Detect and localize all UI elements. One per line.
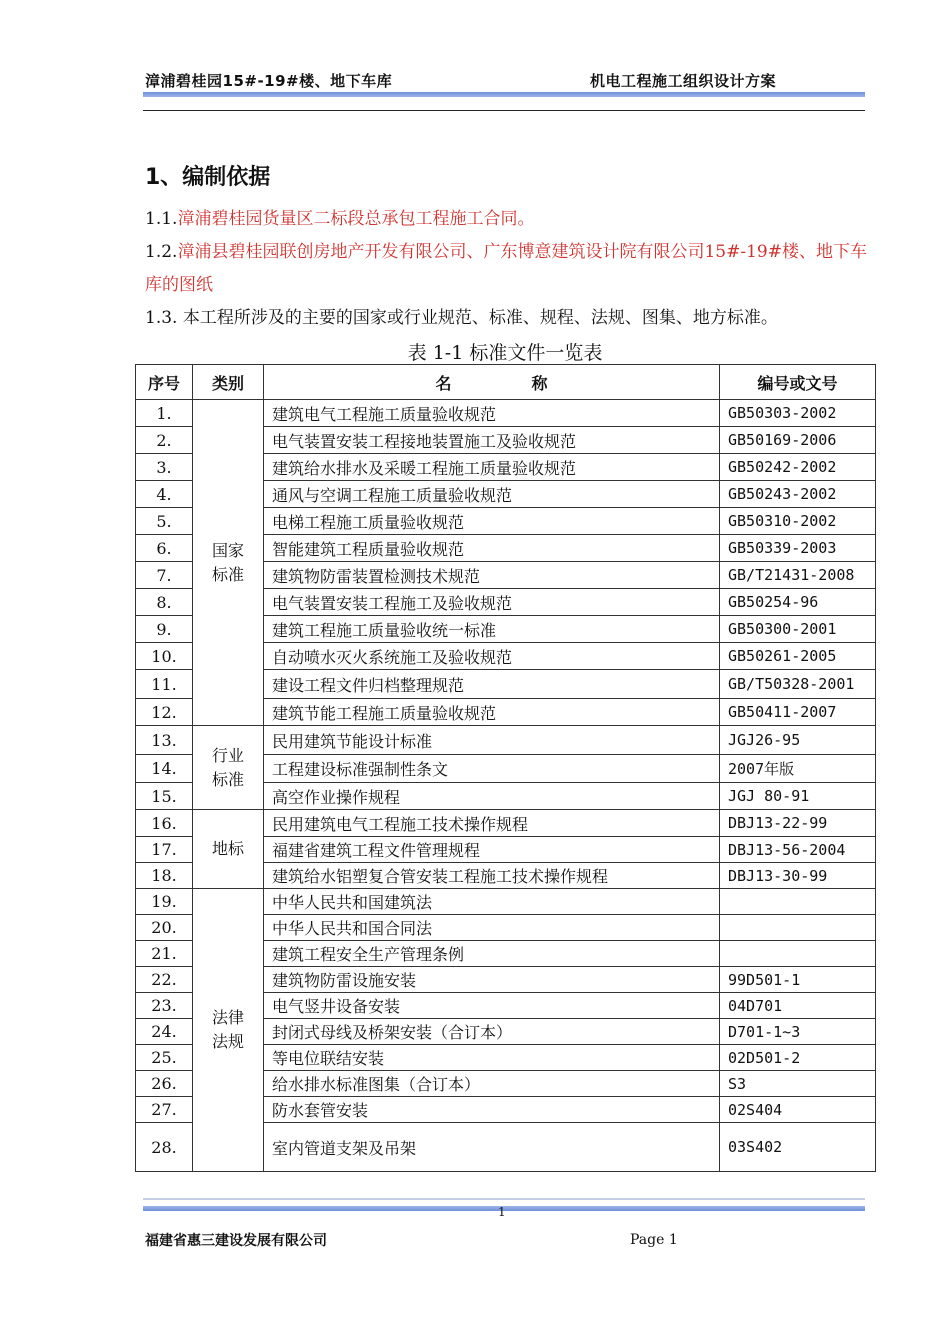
row-index: 8. bbox=[136, 589, 193, 616]
row-name: 建筑物防雷设施安装 bbox=[264, 967, 720, 993]
row-code bbox=[720, 889, 876, 915]
row-index: 12. bbox=[136, 699, 193, 726]
row-name: 高空作业操作规程 bbox=[264, 783, 720, 810]
row-name: 自动喷水灭火系统施工及验收规范 bbox=[264, 643, 720, 670]
paragraph-number: 1.1. bbox=[145, 209, 178, 229]
row-index: 21. bbox=[136, 941, 193, 967]
row-index: 4. bbox=[136, 481, 193, 508]
table-row bbox=[136, 726, 876, 755]
header-name: 名 称 bbox=[264, 365, 720, 400]
category-law: 法律 法规 bbox=[193, 889, 264, 1172]
paragraph-text: 漳浦碧桂园货量区二标段总承包工程施工合同。 bbox=[177, 209, 535, 229]
row-code: GB/T21431-2008 bbox=[720, 562, 876, 589]
row-code: GB/T50328-2001 bbox=[720, 670, 876, 699]
row-code: DBJ13-56-2004 bbox=[720, 837, 876, 863]
row-name: 民用建筑电气工程施工技术操作规程 bbox=[264, 810, 720, 837]
page-number: 1 bbox=[498, 1205, 506, 1219]
row-name: 中华人民共和国合同法 bbox=[264, 915, 720, 941]
row-index: 20. bbox=[136, 915, 193, 941]
row-index: 22. bbox=[136, 967, 193, 993]
row-code: S3 bbox=[720, 1071, 876, 1097]
header-project-title: 漳浦碧桂园15#-19#楼、地下车库 bbox=[145, 72, 393, 90]
table-row bbox=[136, 889, 876, 915]
table-row bbox=[136, 810, 876, 837]
table-caption: 表 1-1 标准文件一览表 bbox=[407, 342, 603, 364]
row-code: 2007年版 bbox=[720, 755, 876, 783]
row-index: 7. bbox=[136, 562, 193, 589]
row-code: GB50411-2007 bbox=[720, 699, 876, 726]
row-code: 02D501-2 bbox=[720, 1045, 876, 1071]
row-name: 建筑节能工程施工质量验收规范 bbox=[264, 699, 720, 726]
row-code: GB50310-2002 bbox=[720, 508, 876, 535]
row-index: 17. bbox=[136, 837, 193, 863]
row-name: 电气竖井设备安装 bbox=[264, 993, 720, 1019]
row-code: DBJ13-22-99 bbox=[720, 810, 876, 837]
category-industry: 行业 标准 bbox=[193, 726, 264, 810]
category-local: 地标 bbox=[193, 810, 264, 889]
row-code: GB50300-2001 bbox=[720, 616, 876, 643]
row-name: 室内管道支架及吊架 bbox=[264, 1123, 720, 1172]
row-name: 建筑电气工程施工质量验收规范 bbox=[264, 400, 720, 427]
row-code: GB50303-2002 bbox=[720, 400, 876, 427]
header-code: 编号或文号 bbox=[720, 365, 876, 400]
row-code: DBJ13-30-99 bbox=[720, 863, 876, 889]
row-code: GB50242-2002 bbox=[720, 454, 876, 481]
row-code: JGJ 80-91 bbox=[720, 783, 876, 810]
row-code bbox=[720, 915, 876, 941]
row-code bbox=[720, 941, 876, 967]
row-name: 智能建筑工程质量验收规范 bbox=[264, 535, 720, 562]
row-index: 3. bbox=[136, 454, 193, 481]
table-row bbox=[136, 400, 876, 427]
standards-table bbox=[135, 364, 876, 1172]
row-code: 04D701 bbox=[720, 993, 876, 1019]
row-name: 封闭式母线及桥架安装（合订本） bbox=[264, 1019, 720, 1045]
paragraph-text: 漳浦县碧桂园联创房地产开发有限公司、广东博意建筑设计院有限公司15#-19#楼、地下车库的图纸 bbox=[145, 242, 867, 295]
paragraph-1-2 bbox=[145, 236, 875, 302]
category-national: 国家 标准 bbox=[193, 400, 264, 726]
row-index: 28. bbox=[136, 1123, 193, 1172]
row-index: 1. bbox=[136, 400, 193, 427]
row-name: 建筑工程施工质量验收统一标准 bbox=[264, 616, 720, 643]
row-name: 建筑给水排水及采暖工程施工质量验收规范 bbox=[264, 454, 720, 481]
row-name: 民用建筑节能设计标准 bbox=[264, 726, 720, 755]
row-index: 11. bbox=[136, 670, 193, 699]
row-name: 给水排水标准图集（合订本） bbox=[264, 1071, 720, 1097]
row-index: 24. bbox=[136, 1019, 193, 1045]
row-code: 02S404 bbox=[720, 1097, 876, 1123]
row-index: 5. bbox=[136, 508, 193, 535]
row-name: 电梯工程施工质量验收规范 bbox=[264, 508, 720, 535]
footer-divider-light bbox=[143, 1198, 865, 1200]
row-code: JGJ26-95 bbox=[720, 726, 876, 755]
row-name: 工程建设标准强制性条文 bbox=[264, 755, 720, 783]
row-name: 福建省建筑工程文件管理规程 bbox=[264, 837, 720, 863]
row-name: 建筑给水铝塑复合管安装工程施工技术操作规程 bbox=[264, 863, 720, 889]
row-name: 防水套管安装 bbox=[264, 1097, 720, 1123]
header-document-title: 机电工程施工组织设计方案 bbox=[590, 72, 777, 90]
paragraph-number: 1.2. bbox=[145, 242, 178, 262]
row-index: 18. bbox=[136, 863, 193, 889]
row-code: 03S402 bbox=[720, 1123, 876, 1172]
footer-page-label: Page 1 bbox=[630, 1232, 678, 1248]
row-index: 25. bbox=[136, 1045, 193, 1071]
row-index: 10. bbox=[136, 643, 193, 670]
row-index: 15. bbox=[136, 783, 193, 810]
row-index: 26. bbox=[136, 1071, 193, 1097]
row-name: 电气装置安装工程接地装置施工及验收规范 bbox=[264, 427, 720, 454]
row-code: GB50243-2002 bbox=[720, 481, 876, 508]
row-name: 建筑工程安全生产管理条例 bbox=[264, 941, 720, 967]
row-name: 通风与空调工程施工质量验收规范 bbox=[264, 481, 720, 508]
row-index: 23. bbox=[136, 993, 193, 1019]
row-code: 99D501-1 bbox=[720, 967, 876, 993]
row-index: 19. bbox=[136, 889, 193, 915]
row-index: 9. bbox=[136, 616, 193, 643]
row-name: 建筑物防雷装置检测技术规范 bbox=[264, 562, 720, 589]
header-category: 类别 bbox=[193, 365, 264, 400]
section-title: 1、编制依据 bbox=[145, 165, 271, 190]
table-header-row bbox=[136, 365, 876, 400]
row-code: GB50339-2003 bbox=[720, 535, 876, 562]
row-name: 电气装置安装工程施工及验收规范 bbox=[264, 589, 720, 616]
row-index: 2. bbox=[136, 427, 193, 454]
header-underline bbox=[143, 110, 865, 111]
row-code: GB50254-96 bbox=[720, 589, 876, 616]
paragraph-1-1 bbox=[145, 203, 875, 236]
row-index: 16. bbox=[136, 810, 193, 837]
row-name: 建设工程文件归档整理规范 bbox=[264, 670, 720, 699]
paragraph-1-3: 1.3. 本工程所涉及的主要的国家或行业规范、标准、规程、法规、图集、地方标准。 bbox=[145, 308, 778, 328]
row-code: GB50169-2006 bbox=[720, 427, 876, 454]
row-index: 6. bbox=[136, 535, 193, 562]
header-index: 序号 bbox=[136, 365, 193, 400]
footer-company: 福建省惠三建设发展有限公司 bbox=[145, 1233, 327, 1249]
row-name: 中华人民共和国建筑法 bbox=[264, 889, 720, 915]
header-divider bbox=[143, 92, 865, 97]
row-name: 等电位联结安装 bbox=[264, 1045, 720, 1071]
row-index: 14. bbox=[136, 755, 193, 783]
row-code: GB50261-2005 bbox=[720, 643, 876, 670]
row-index: 13. bbox=[136, 726, 193, 755]
row-code: D701-1~3 bbox=[720, 1019, 876, 1045]
row-index: 27. bbox=[136, 1097, 193, 1123]
